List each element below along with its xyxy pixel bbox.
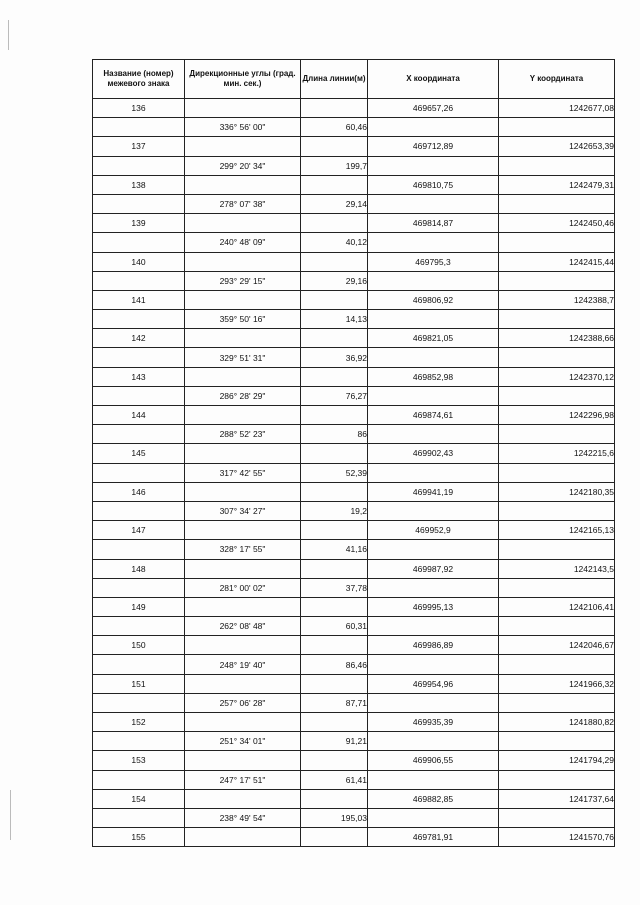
header-y: Y координата [499,60,615,99]
empty-cell [499,655,615,674]
segment-row [93,233,615,252]
empty-cell [185,137,301,156]
point-row [93,636,615,655]
empty-cell [93,501,185,520]
empty-cell [301,444,368,463]
empty-cell [368,693,499,712]
empty-cell [301,597,368,616]
empty-cell [185,674,301,693]
y-coordinate: 1242450,46 [499,214,615,233]
segment-row [93,732,615,751]
line-length: 36,92 [301,348,368,367]
y-coordinate: 1242106,41 [499,597,615,616]
scan-artifact [8,20,9,50]
empty-cell [499,233,615,252]
y-coordinate: 1241880,82 [499,713,615,732]
empty-cell [93,310,185,329]
mark-name: 151 [93,674,185,693]
empty-cell [301,329,368,348]
mark-name: 154 [93,789,185,808]
line-length: 76,27 [301,386,368,405]
point-row [93,214,615,233]
segment-row [93,617,615,636]
empty-cell [301,789,368,808]
empty-cell [499,617,615,636]
empty-cell [499,732,615,751]
empty-cell [499,808,615,827]
segment-row [93,156,615,175]
direction-angle: 257° 06' 28" [185,693,301,712]
header-name: Название (номер) межевого знака [93,60,185,99]
point-row [93,674,615,693]
y-coordinate: 1242165,13 [499,521,615,540]
empty-cell [301,99,368,118]
empty-cell [185,214,301,233]
empty-cell [93,271,185,290]
empty-cell [301,367,368,386]
empty-cell [368,540,499,559]
empty-cell [368,310,499,329]
empty-cell [499,463,615,482]
empty-cell [93,463,185,482]
empty-cell [499,425,615,444]
y-coordinate: 1242215,6 [499,444,615,463]
x-coordinate: 469781,91 [368,828,499,847]
y-coordinate: 1242653,39 [499,137,615,156]
empty-cell [93,578,185,597]
empty-cell [93,617,185,636]
segment-row [93,463,615,482]
empty-cell [368,156,499,175]
empty-cell [301,482,368,501]
empty-cell [185,252,301,271]
direction-angle: 286° 28' 29" [185,386,301,405]
x-coordinate: 469995,13 [368,597,499,616]
mark-name: 137 [93,137,185,156]
empty-cell [93,540,185,559]
empty-cell [93,693,185,712]
x-coordinate: 469986,89 [368,636,499,655]
direction-angle: 293° 29' 15" [185,271,301,290]
line-length: 61,41 [301,770,368,789]
empty-cell [499,194,615,213]
line-length: 37,78 [301,578,368,597]
y-coordinate: 1242415,44 [499,252,615,271]
empty-cell [499,348,615,367]
empty-cell [185,444,301,463]
empty-cell [368,271,499,290]
empty-cell [499,540,615,559]
x-coordinate: 469821,05 [368,329,499,348]
direction-angle: 281° 00' 02" [185,578,301,597]
mark-name: 148 [93,559,185,578]
mark-name: 142 [93,329,185,348]
line-length: 52,39 [301,463,368,482]
point-row [93,597,615,616]
table-header-row [93,60,615,99]
empty-cell [368,233,499,252]
empty-cell [499,770,615,789]
x-coordinate: 469987,92 [368,559,499,578]
point-row [93,406,615,425]
empty-cell [93,118,185,137]
empty-cell [368,425,499,444]
empty-cell [499,118,615,137]
point-row [93,789,615,808]
empty-cell [185,828,301,847]
scan-artifact [10,790,11,840]
empty-cell [301,252,368,271]
direction-angle: 329° 51' 31" [185,348,301,367]
empty-cell [368,732,499,751]
segment-row [93,770,615,789]
empty-cell [301,674,368,693]
y-coordinate: 1242046,67 [499,636,615,655]
empty-cell [368,655,499,674]
x-coordinate: 469852,98 [368,367,499,386]
mark-name: 155 [93,828,185,847]
mark-name: 153 [93,751,185,770]
empty-cell [301,521,368,540]
point-row [93,521,615,540]
empty-cell [301,406,368,425]
empty-cell [301,828,368,847]
header-x: X координата [368,60,499,99]
y-coordinate: 1241570,76 [499,828,615,847]
empty-cell [185,175,301,194]
segment-row [93,693,615,712]
segment-row [93,655,615,674]
empty-cell [185,406,301,425]
mark-name: 141 [93,290,185,309]
empty-cell [301,713,368,732]
empty-cell [368,386,499,405]
line-length: 14,13 [301,310,368,329]
mark-name: 146 [93,482,185,501]
segment-row [93,578,615,597]
y-coordinate: 1242479,31 [499,175,615,194]
line-length: 86,46 [301,655,368,674]
empty-cell [93,348,185,367]
empty-cell [185,521,301,540]
header-length: Длина линии(м) [301,60,368,99]
empty-cell [185,751,301,770]
direction-angle: 251° 34' 01" [185,732,301,751]
line-length: 40,12 [301,233,368,252]
segment-row [93,540,615,559]
point-row [93,290,615,309]
empty-cell [301,751,368,770]
segment-row [93,425,615,444]
empty-cell [499,386,615,405]
empty-cell [499,156,615,175]
line-length: 60,46 [301,118,368,137]
segment-row [93,501,615,520]
direction-angle: 240° 48' 09" [185,233,301,252]
empty-cell [368,501,499,520]
empty-cell [93,770,185,789]
empty-cell [93,732,185,751]
y-coordinate: 1241966,32 [499,674,615,693]
empty-cell [499,310,615,329]
x-coordinate: 469814,87 [368,214,499,233]
direction-angle: 336° 56' 00" [185,118,301,137]
empty-cell [368,808,499,827]
segment-row [93,118,615,137]
line-length: 86 [301,425,368,444]
empty-cell [93,425,185,444]
empty-cell [185,713,301,732]
line-length: 41,16 [301,540,368,559]
line-length: 91,21 [301,732,368,751]
line-length: 199,7 [301,156,368,175]
direction-angle: 359° 50' 16" [185,310,301,329]
segment-row [93,808,615,827]
point-row [93,137,615,156]
empty-cell [93,194,185,213]
empty-cell [368,617,499,636]
y-coordinate: 1241794,29 [499,751,615,770]
mark-name: 150 [93,636,185,655]
empty-cell [185,482,301,501]
empty-cell [93,386,185,405]
direction-angle: 317° 42' 55" [185,463,301,482]
point-row [93,175,615,194]
direction-angle: 248° 19' 40" [185,655,301,674]
empty-cell [93,655,185,674]
empty-cell [185,789,301,808]
x-coordinate: 469906,55 [368,751,499,770]
direction-angle: 262° 08' 48" [185,617,301,636]
empty-cell [368,770,499,789]
point-row [93,713,615,732]
segment-row [93,271,615,290]
empty-cell [368,194,499,213]
empty-cell [368,463,499,482]
point-row [93,751,615,770]
y-coordinate: 1242143,5 [499,559,615,578]
y-coordinate: 1241737,64 [499,789,615,808]
point-row [93,559,615,578]
mark-name: 145 [93,444,185,463]
empty-cell [185,636,301,655]
empty-cell [499,578,615,597]
point-row [93,482,615,501]
boundary-marks-table [92,59,615,847]
point-row [93,99,615,118]
mark-name: 138 [93,175,185,194]
direction-angle: 278° 07' 38" [185,194,301,213]
empty-cell [185,99,301,118]
empty-cell [368,348,499,367]
segment-row [93,348,615,367]
direction-angle: 238° 49' 54" [185,808,301,827]
mark-name: 143 [93,367,185,386]
empty-cell [301,214,368,233]
direction-angle: 247° 17' 51" [185,770,301,789]
mark-name: 152 [93,713,185,732]
segment-row [93,310,615,329]
x-coordinate: 469806,92 [368,290,499,309]
x-coordinate: 469935,39 [368,713,499,732]
empty-cell [93,156,185,175]
x-coordinate: 469712,89 [368,137,499,156]
empty-cell [185,367,301,386]
direction-angle: 328° 17' 55" [185,540,301,559]
mark-name: 140 [93,252,185,271]
x-coordinate: 469657,26 [368,99,499,118]
segment-row [93,194,615,213]
direction-angle: 288° 52' 23" [185,425,301,444]
segment-row [93,386,615,405]
point-row [93,444,615,463]
empty-cell [185,290,301,309]
x-coordinate: 469810,75 [368,175,499,194]
empty-cell [499,693,615,712]
empty-cell [301,636,368,655]
empty-cell [93,808,185,827]
line-length: 87,71 [301,693,368,712]
x-coordinate: 469795,3 [368,252,499,271]
x-coordinate: 469952,9 [368,521,499,540]
empty-cell [185,597,301,616]
empty-cell [301,290,368,309]
y-coordinate: 1242677,08 [499,99,615,118]
x-coordinate: 469882,85 [368,789,499,808]
empty-cell [185,329,301,348]
x-coordinate: 469941,19 [368,482,499,501]
empty-cell [368,118,499,137]
direction-angle: 299° 20' 34" [185,156,301,175]
line-length: 19,2 [301,501,368,520]
x-coordinate: 469954,96 [368,674,499,693]
y-coordinate: 1242296,98 [499,406,615,425]
line-length: 29,14 [301,194,368,213]
y-coordinate: 1242388,7 [499,290,615,309]
point-row [93,828,615,847]
empty-cell [301,137,368,156]
point-row [93,367,615,386]
line-length: 60,31 [301,617,368,636]
point-row [93,329,615,348]
mark-name: 144 [93,406,185,425]
empty-cell [301,175,368,194]
empty-cell [301,559,368,578]
point-row [93,252,615,271]
y-coordinate: 1242370,12 [499,367,615,386]
y-coordinate: 1242180,35 [499,482,615,501]
y-coordinate: 1242388,66 [499,329,615,348]
empty-cell [499,501,615,520]
direction-angle: 307° 34' 27" [185,501,301,520]
mark-name: 147 [93,521,185,540]
line-length: 29,16 [301,271,368,290]
empty-cell [185,559,301,578]
header-angle: Дирекционные углы (град. мин. сек.) [185,60,301,99]
mark-name: 149 [93,597,185,616]
mark-name: 136 [93,99,185,118]
empty-cell [368,578,499,597]
x-coordinate: 469902,43 [368,444,499,463]
mark-name: 139 [93,214,185,233]
x-coordinate: 469874,61 [368,406,499,425]
empty-cell [499,271,615,290]
empty-cell [93,233,185,252]
line-length: 195,03 [301,808,368,827]
